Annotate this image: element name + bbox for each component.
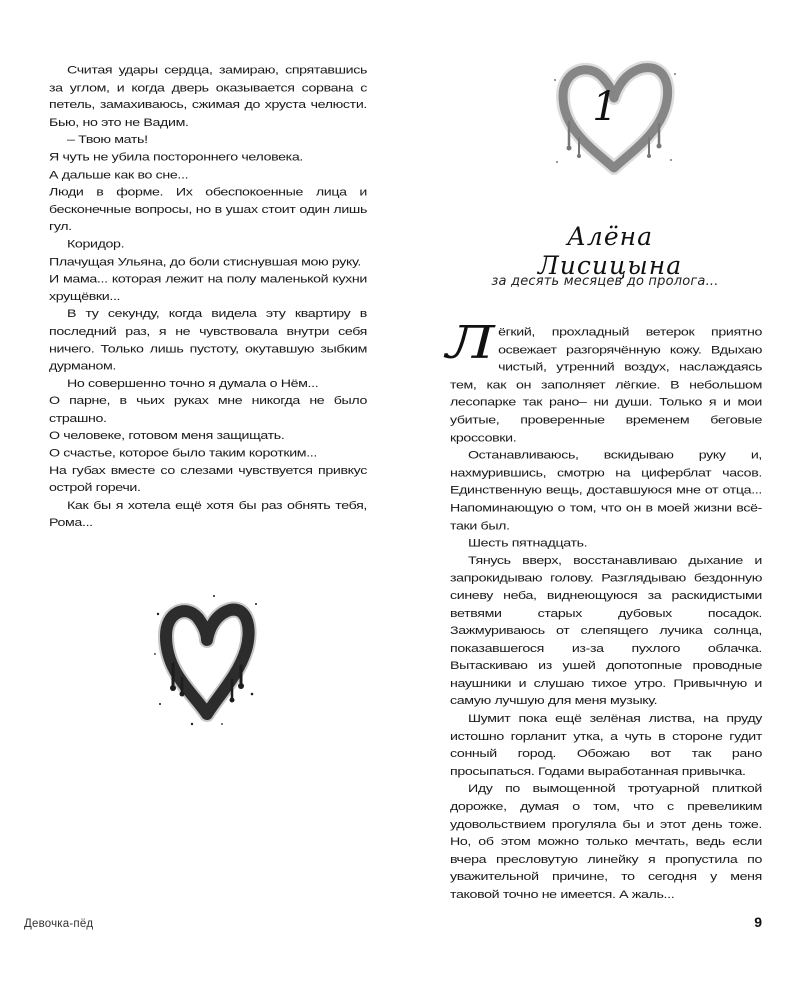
paragraph: Коридор. <box>67 238 125 251</box>
paragraph-text: ёгкий, прохладный ветерок приятно освежает разгорячённую кожу. Вдыхаю чистый, утренний воздух, наслаждаясь тем, как он заполняет лёгкие. В небольшом лесопарке так рано– ни души. Только я и мои убитые, проверенные временем беговые кроссовки. <box>450 326 762 445</box>
paragraph: О человеке, готовом меня защищать. <box>49 429 285 443</box>
chapter-author-name: Алёна Лисицына <box>537 222 683 280</box>
paragraph: Как бы я хотела ещё хотя бы раз обнять тебя, Рома... <box>49 499 367 530</box>
paragraph: Люди в форме. Их обеспокоенные лица и бесконечные вопросы, но в ушах стоит один лишь гул. <box>49 186 367 234</box>
paragraph: Иду по вымощенной тротуарной плиткой дорожке, думая о том, что с превеликим удовольствием прогуляла бы и этот день тоже. Но, об этом можно только мечтать, ведь если вчера пресловутую линейку я пропустила по уважительной причине, то сегодня у меня таковой точно не имеется. А жаль... <box>450 783 762 901</box>
paragraph <box>446 316 762 447</box>
left-page-text <box>49 62 367 532</box>
paragraph: Тянусь вверх, восстанавливаю дыхание и запрокидываю голову. Разглядываю бездонную синеву неба, виднеющуюся за раскидистыми ветвями старых дубовых посадок. Зажмуриваюсь от слепящего лучика солнца, показавшегося из-за пухлого облачка. Вытаскиваю из ушей допотопные проводные наушники и слушаю тихое утро. Привычную и самую лучшую для меня музыку. <box>450 554 762 708</box>
book-title-footer: Девочка-пёд <box>24 918 94 930</box>
paragraph: О счастье, которое было таким коротким... <box>49 447 317 460</box>
paragraph: Останавливаюсь, вскидываю руку и, нахмурившись, смотрю на циферблат часов. Единственную вещь, доставшуюся мне от отца... Напоминающую о том, что он в моей жизни всё-таки был. <box>450 449 762 533</box>
chapter-number: 1 <box>592 84 618 130</box>
paragraph: Плачущая Ульяна, до боли стиснувшая мою руку. <box>49 255 361 269</box>
paragraph: На губах вместе со слезами чувствуется привкус острой горечи. <box>49 464 367 495</box>
drop-cap: Л <box>446 316 495 370</box>
paragraph: Шесть пятнадцать. <box>468 537 588 550</box>
paragraph: Считая удары сердца, замираю, спрятавшись за углом, и когда дверь оказывается сорвана с петель, замахиваюсь, сжимая до хруста челюсти. Бью, но это не Вадим. <box>49 64 367 129</box>
paragraph: В ту секунду, когда видела эту квартиру в последний раз, я не чувствовала внутри себя ничего. Только лишь пустоту, окутавшую зыбким дурманом. <box>49 308 367 373</box>
chapter-subtitle: за десять месяцев до пролога... <box>491 274 719 289</box>
paragraph: Я чуть не убила постороннего человека. <box>49 151 303 164</box>
spray-heart-illustration <box>152 574 262 734</box>
paragraph: А дальше как во сне... <box>49 168 189 182</box>
page-number: 9 <box>754 914 762 930</box>
right-page <box>400 0 800 1000</box>
paragraph: О парне, в чьих руках мне никогда не было страшно. <box>49 395 367 425</box>
paragraph: Но совершенно точно я думала о Нём... <box>67 377 319 390</box>
right-page-text <box>446 316 762 904</box>
paragraph: Шумит пока ещё зелёная листва, на пруду истошно горланит утка, а чуть в стороне гудит сонный город. Обожаю вот так рано просыпаться. Годами выработанная привычка. <box>450 712 762 778</box>
paragraph: И мама... которая лежит на полу маленькой кухни хрущёвки... <box>49 273 367 303</box>
paragraph: – Твою мать! <box>67 133 148 147</box>
